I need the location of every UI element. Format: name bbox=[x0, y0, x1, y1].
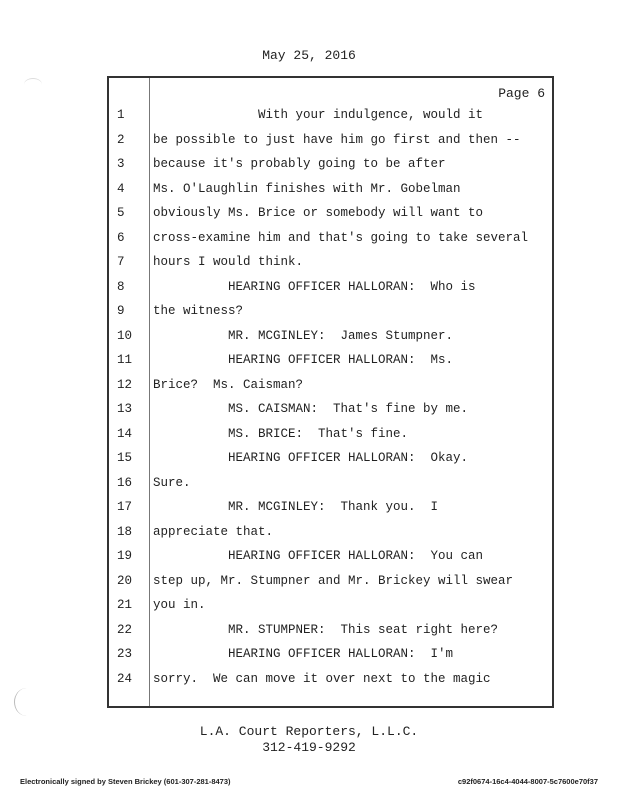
transcript-line bbox=[107, 672, 552, 696]
transcript-line bbox=[107, 157, 552, 181]
line-text: HEARING OFFICER HALLORAN: You can bbox=[153, 549, 484, 563]
transcript-line bbox=[107, 451, 552, 475]
line-number: 7 bbox=[117, 255, 125, 269]
transcript-line bbox=[107, 304, 552, 328]
transcript-line bbox=[107, 402, 552, 426]
line-number: 11 bbox=[117, 353, 133, 367]
transcript-date: May 25, 2016 bbox=[262, 48, 356, 63]
line-text: be possible to just have him go first and then -- bbox=[153, 132, 521, 147]
transcript-line bbox=[107, 329, 552, 353]
transcript-line bbox=[107, 206, 552, 230]
line-text: sorry. We can move it over next to the magic bbox=[153, 671, 491, 686]
line-number: 12 bbox=[117, 377, 133, 392]
line-number: 14 bbox=[117, 426, 133, 441]
transcript-line bbox=[107, 623, 552, 647]
line-number: 5 bbox=[117, 206, 125, 220]
transcript-line bbox=[107, 500, 552, 524]
reporter-company: L.A. Court Reporters, L.L.C. bbox=[199, 724, 419, 739]
line-text: HEARING OFFICER HALLORAN: Ms. bbox=[153, 353, 454, 367]
transcript-line bbox=[107, 108, 552, 132]
line-text: MR. MCGINLEY: James Stumpner. bbox=[153, 328, 454, 343]
line-text: Sure. bbox=[153, 475, 191, 490]
transcript-line bbox=[107, 133, 552, 157]
line-text: HEARING OFFICER HALLORAN: Okay. bbox=[153, 451, 469, 465]
reporter-phone: 312-419-9292 bbox=[262, 740, 356, 755]
scan-mark bbox=[24, 78, 42, 91]
line-text: MS. BRICE: That's fine. bbox=[153, 426, 409, 441]
line-number: 6 bbox=[117, 230, 125, 245]
line-number: 4 bbox=[117, 181, 125, 196]
line-text: the witness? bbox=[153, 304, 244, 318]
transcript-line bbox=[107, 427, 552, 451]
line-text: MR. MCGINLEY: Thank you. I bbox=[153, 500, 439, 514]
transcript-line bbox=[107, 647, 552, 671]
line-text: cross-examine him and that's going to take several bbox=[153, 230, 529, 245]
line-number: 9 bbox=[117, 304, 125, 318]
line-text: MS. CAISMAN: That's fine by me. bbox=[153, 402, 469, 416]
transcript-line bbox=[107, 182, 552, 206]
line-text: obviously Ms. Brice or somebody will want to bbox=[153, 206, 484, 220]
line-number: 2 bbox=[117, 132, 125, 147]
transcript-line bbox=[107, 255, 552, 279]
transcript-line bbox=[107, 231, 552, 255]
document-id: c92f0674-16c4-4044-8007-5c7600e70f37 bbox=[457, 777, 598, 786]
line-number: 16 bbox=[117, 475, 133, 490]
transcript-line bbox=[107, 280, 552, 304]
line-text: MR. STUMPNER: This seat right here? bbox=[153, 622, 499, 637]
line-number: 18 bbox=[117, 524, 133, 539]
line-number: 22 bbox=[117, 622, 133, 637]
line-number: 15 bbox=[117, 451, 133, 465]
line-number: 24 bbox=[117, 671, 133, 686]
line-number: 20 bbox=[117, 573, 133, 588]
electronic-signature: Electronically signed by Steven Brickey (601-307-281-8473) bbox=[20, 777, 231, 786]
line-number: 23 bbox=[117, 647, 133, 661]
transcript-line bbox=[107, 549, 552, 573]
line-text: With your indulgence, would it bbox=[153, 108, 484, 122]
line-number: 8 bbox=[117, 279, 125, 294]
transcript-line bbox=[107, 525, 552, 549]
line-number: 3 bbox=[117, 157, 125, 171]
line-text: HEARING OFFICER HALLORAN: Who is bbox=[153, 279, 476, 294]
line-text: you in. bbox=[153, 598, 206, 612]
transcript-line bbox=[107, 476, 552, 500]
line-text: HEARING OFFICER HALLORAN: I'm bbox=[153, 647, 454, 661]
transcript-line bbox=[107, 598, 552, 622]
line-number: 13 bbox=[117, 402, 133, 416]
line-text: appreciate that. bbox=[153, 524, 274, 539]
line-text: Brice? Ms. Caisman? bbox=[153, 377, 304, 392]
line-number: 17 bbox=[117, 500, 133, 514]
line-number: 21 bbox=[117, 598, 133, 612]
line-text: hours I would think. bbox=[153, 255, 304, 269]
line-number: 1 bbox=[117, 108, 125, 122]
line-text: step up, Mr. Stumpner and Mr. Brickey will swear bbox=[153, 573, 514, 588]
punch-hole-mark bbox=[14, 688, 39, 716]
transcript-line bbox=[107, 574, 552, 598]
line-text: Ms. O'Laughlin finishes with Mr. Gobelman bbox=[153, 181, 461, 196]
line-text: because it's probably going to be after bbox=[153, 157, 446, 171]
transcript-line bbox=[107, 378, 552, 402]
line-number: 10 bbox=[117, 328, 133, 343]
page-number: Page 6 bbox=[498, 86, 545, 101]
transcript-line bbox=[107, 353, 552, 377]
line-number: 19 bbox=[117, 549, 133, 563]
